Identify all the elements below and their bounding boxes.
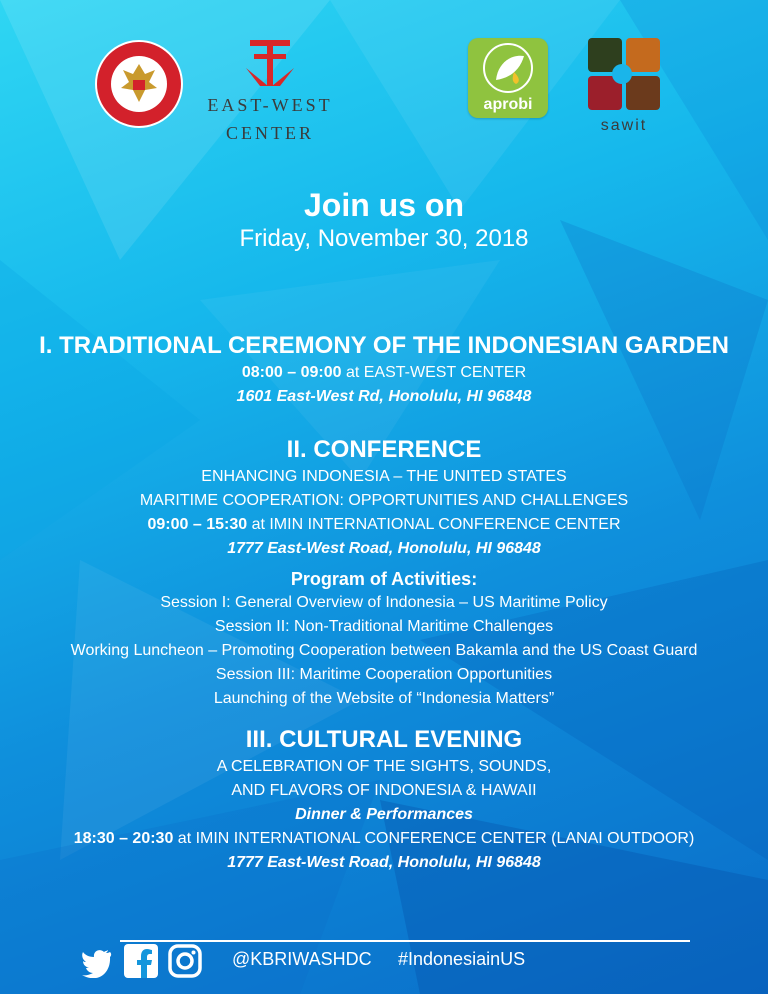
section3-time: 18:30 – 20:30 bbox=[73, 830, 174, 847]
sawit-label: sawit bbox=[600, 117, 648, 134]
aprobi-logo bbox=[468, 38, 548, 118]
section3-highlight: Dinner & Performances bbox=[295, 806, 473, 823]
aprobi-label: aprobi bbox=[483, 96, 533, 113]
section3-subtitle2: AND FLAVORS OF INDONESIA & HAWAII bbox=[231, 782, 537, 799]
section1-address: 1601 East-West Rd, Honolulu, HI 96848 bbox=[236, 388, 532, 405]
section2-title: II. CONFERENCE bbox=[286, 436, 482, 463]
section2-venue: at IMIN INTERNATIONAL CONFERENCE CENTER bbox=[247, 516, 621, 533]
event-content bbox=[0, 185, 768, 875]
facebook-icon[interactable] bbox=[124, 944, 158, 978]
activity-item: Session III: Maritime Cooperation Opportunities bbox=[215, 666, 553, 683]
embassy-seal bbox=[95, 40, 183, 128]
activity-item: Session I: General Overview of Indonesia – US Maritime Policy bbox=[160, 594, 608, 611]
section2-schedule bbox=[0, 513, 768, 537]
section2-time: 09:00 – 15:30 bbox=[147, 516, 248, 533]
instagram-icon[interactable] bbox=[168, 944, 202, 978]
activity-item: Launching of the Website of “Indonesia Matters” bbox=[213, 690, 555, 707]
section1-schedule bbox=[0, 361, 768, 385]
activity-item: Working Luncheon – Promoting Cooperation between Bakamla and the US Coast Guard bbox=[70, 642, 698, 659]
logo-bar bbox=[0, 0, 768, 160]
sawit-logo bbox=[588, 38, 660, 135]
activity-item: Session II: Non-Traditional Maritime Challenges bbox=[214, 618, 554, 635]
section2-address: 1777 East-West Road, Honolulu, HI 96848 bbox=[227, 540, 541, 557]
section3-subtitle1: A CELEBRATION OF THE SIGHTS, SOUNDS, bbox=[216, 758, 552, 775]
ewc-name-line2: CENTER bbox=[226, 123, 314, 143]
section3-venue: at IMIN INTERNATIONAL CONFERENCE CENTER (LANAI OUTDOOR) bbox=[173, 830, 695, 847]
section2-subtitle2: MARITIME COOPERATION: OPPORTUNITIES AND CHALLENGES bbox=[139, 492, 629, 509]
section3-title: III. CULTURAL EVENING bbox=[245, 726, 523, 753]
twitter-handle[interactable]: @KBRIWASHDC bbox=[232, 949, 372, 969]
section1-time: 08:00 – 09:00 bbox=[241, 364, 342, 381]
section3-schedule bbox=[0, 827, 768, 851]
twitter-icon[interactable] bbox=[80, 944, 114, 978]
join-heading: Join us on bbox=[304, 187, 464, 223]
section1-venue: at EAST-WEST CENTER bbox=[341, 364, 527, 381]
hashtag[interactable]: #IndonesiainUS bbox=[398, 949, 526, 969]
section3-address: 1777 East-West Road, Honolulu, HI 96848 bbox=[227, 854, 541, 871]
program-title: Program of Activities: bbox=[290, 569, 478, 589]
event-date: Friday, November 30, 2018 bbox=[239, 225, 529, 252]
section1-title: I. TRADITIONAL CEREMONY OF THE INDONESIAN GARDEN bbox=[39, 332, 729, 359]
east-west-center-logo bbox=[195, 38, 345, 144]
section2-subtitle1: ENHANCING INDONESIA – THE UNITED STATES bbox=[201, 468, 567, 485]
footer-divider bbox=[120, 940, 690, 942]
ewc-name-line1: EAST-WEST bbox=[207, 95, 333, 115]
